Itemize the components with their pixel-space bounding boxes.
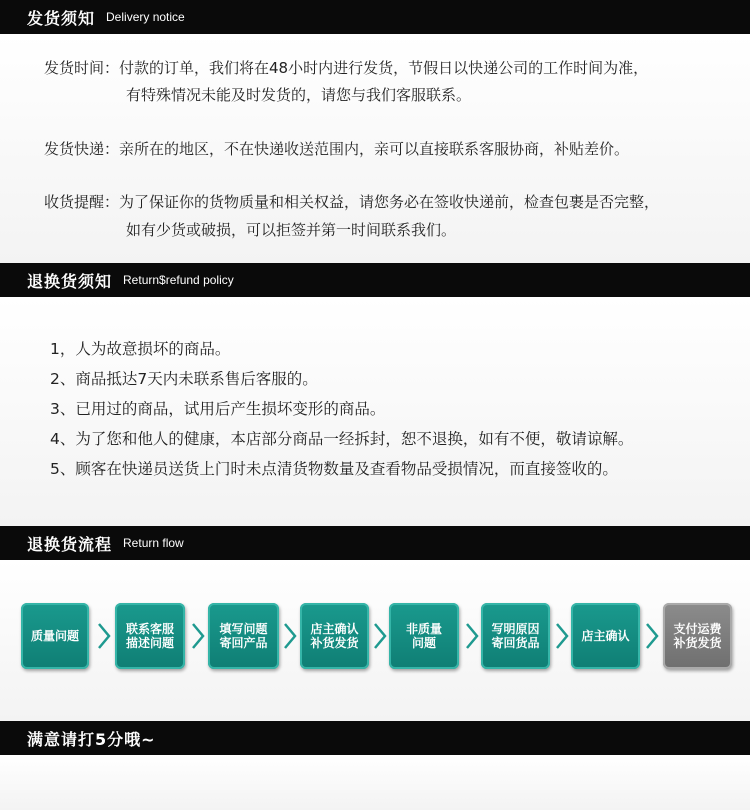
delivery-title: 发货须知 xyxy=(27,8,96,28)
refund-item-4: 4、为了您和他人的健康，本店部分商品一经拆封，恕不退换，如有不便，敬请谅解。 xyxy=(50,430,634,448)
refund-item-1: 1，人为故意损坏的商品。 xyxy=(50,340,231,358)
delivery-receipt-line-2: 如有少货或破损，可以拒签并第一时间联系我们。 xyxy=(126,221,457,239)
chevron-right-icon xyxy=(283,622,297,650)
rating-header xyxy=(0,721,750,755)
delivery-express-line: 发货快递：亲所在的地区，不在快递收送范围内，亲可以直接联系客服协商，补贴差价。 xyxy=(44,140,630,158)
flow-step-2 xyxy=(115,603,185,669)
rating-section xyxy=(0,755,750,810)
delivery-header xyxy=(0,0,750,34)
flow-step-5 xyxy=(389,603,459,669)
chevron-right-icon xyxy=(555,622,569,650)
flow-step-8 xyxy=(663,603,732,669)
delivery-receipt-line-1: 收货提醒：为了保证你的货物质量和相关权益，请您务必在签收快递前，检查包裹是否完整， xyxy=(44,193,660,211)
flow-subtitle: Return flow xyxy=(123,536,184,550)
flow-step-4 xyxy=(300,603,369,669)
flow-step-8-line-1: 支付运费 xyxy=(673,622,722,636)
chevron-right-icon xyxy=(191,622,205,650)
refund-subtitle: Return$refund policy xyxy=(123,273,234,287)
refund-header xyxy=(0,263,750,297)
flow-step-7 xyxy=(571,603,640,669)
flow-step-8-line-2: 补货发货 xyxy=(673,636,722,650)
flow-step-2-line-1: 联系客服 xyxy=(125,622,174,636)
rating-title: 满意请打5分哦~ xyxy=(27,729,156,749)
flow-step-5-line-1: 非质量 xyxy=(405,622,442,636)
flow-step-2-line-2: 描述问题 xyxy=(125,636,174,650)
flow-step-6 xyxy=(481,603,550,669)
flow-step-1-line-1: 质量问题 xyxy=(30,629,79,643)
refund-item-2: 2、商品抵达7天内未联系售后客服的。 xyxy=(50,370,318,388)
chevron-right-icon xyxy=(373,622,387,650)
flow-header xyxy=(0,526,750,560)
flow-step-3-line-1: 填写问题 xyxy=(219,622,268,636)
refund-item-5: 5、顾客在快递员送货上门时未点清货物数量及查看物品受损情况，而直接签收的。 xyxy=(50,460,618,478)
delivery-time-line-2: 有特殊情况未能及时发货的，请您与我们客服联系。 xyxy=(126,86,472,104)
flow-step-4-line-1: 店主确认 xyxy=(310,622,359,636)
flow-step-3-line-2: 寄回产品 xyxy=(219,636,268,650)
flow-step-1 xyxy=(21,603,89,669)
flow-step-7-line-1: 店主确认 xyxy=(581,629,630,643)
flow-step-5-line-2: 问题 xyxy=(411,636,436,650)
chevron-right-icon xyxy=(97,622,111,650)
delivery-time-line-1: 发货时间：付款的订单，我们将在48小时内进行发货，节假日以快递公司的工作时间为准， xyxy=(44,59,649,77)
flow-step-3 xyxy=(208,603,279,669)
chevron-right-icon xyxy=(645,622,659,650)
flow-step-4-line-2: 补货发货 xyxy=(310,636,359,650)
flow-title: 退换货流程 xyxy=(27,534,113,554)
flow-step-6-line-1: 写明原因 xyxy=(491,622,540,636)
delivery-subtitle: Delivery notice xyxy=(106,10,185,24)
flow-step-6-line-2: 寄回货品 xyxy=(491,636,540,650)
chevron-right-icon xyxy=(465,622,479,650)
refund-item-3: 3、已用过的商品，试用后产生损坏变形的商品。 xyxy=(50,400,386,418)
refund-title: 退换货须知 xyxy=(27,271,113,291)
